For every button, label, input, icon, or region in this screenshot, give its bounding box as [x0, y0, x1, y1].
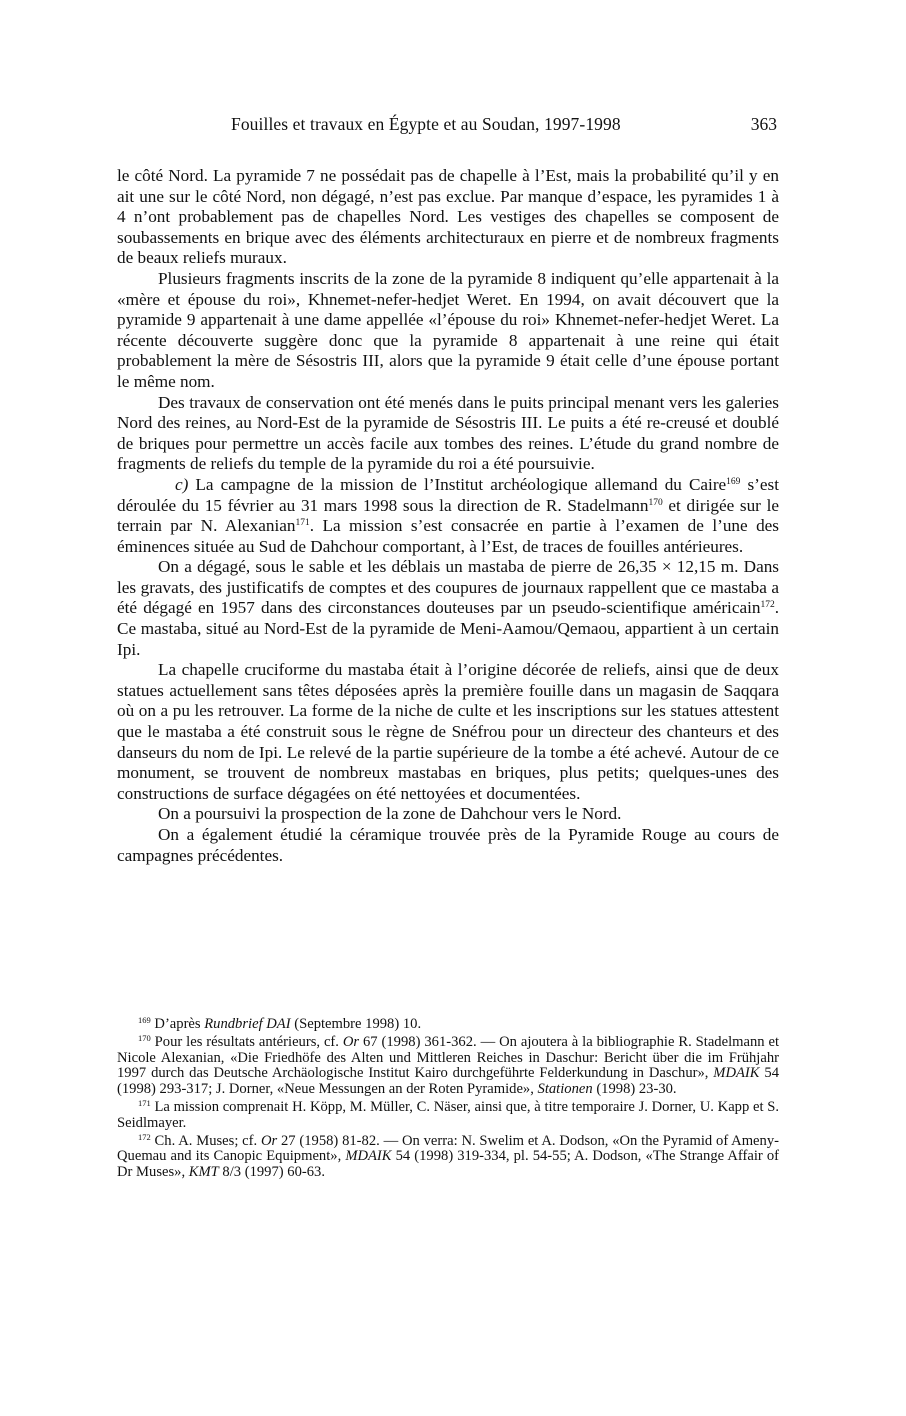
paragraph: La chapelle cruciforme du mastaba était à l’origine décorée de reliefs, ainsi que de deux statues actuellement sans têtes déposées après la première fouille dans un magasin de Saqqara où on a pu les retrouver. La forme de la niche de culte et les inscriptions sur les statues attestent que le mastaba a été construit sous le règne de Snéfrou pour un directeur des chanteurs et des danseurs du nom de Ipi. Le relevé de la partie supérieure de la tombe a été achevé. Autour de ce monument, se trouvent de nombreux mastabas en briques, plus petits; quelques-unes des constructions de surface dégagées on été nettoyées et documentées. [117, 660, 779, 803]
paragraph [117, 475, 779, 557]
text-segment: On a dégagé, sous le sable et les déblais un mastaba de pierre de 26,35 × 12,15 m. Dans les gravats, des justificatifs de comptes et des coupures de journaux rappellent que ce mastaba a été dégagé en 1957 dans des circonstances douteuses par un pseudo-scientifique américain [117, 557, 779, 618]
italic-title: Or [342, 1033, 360, 1050]
paragraph: Des travaux de conservation ont été menés dans le puits principal menant vers les galeries Nord des reines, au Nord-Est de la pyramide de Sésostris III. Le puits a été re-creusé et doublé de briques pour permettre un accès facile aux tombes des reines. L’étude du grand nombre de fragments de reliefs du temple de la pyramide du roi a été poursuivie. [117, 392, 779, 474]
footnote-number: 171 [138, 1097, 151, 1108]
text-segment: 54 (1998) 293-317; J. Dorner, «Neue Messungen an der Roten Pyramide», [117, 1065, 779, 1098]
italic-title: MDAIK [713, 1065, 760, 1082]
main-text [117, 166, 779, 866]
running-header [117, 114, 781, 138]
text-segment: La mission comprenait H. Köpp, M. Müller, C. Näser, ainsi que, à titre temporaire J. Dorner, U. Kapp et S. Seidlmayer. [117, 1098, 779, 1131]
paragraph: On a poursuivi la prospection de la zone de Dahchour vers le Nord. [158, 804, 622, 824]
paragraph: le côté Nord. La pyramide 7 ne possédait pas de chapelle à l’Est, mais la probabilité qu’il y en ait une sur le côté Nord, non dégagé, n’est pas exclue. Par manque d’espace, les pyramides 1 à 4 n’ont probablement pas de chapelles Nord. Les vestiges des chapelles se composent de soubassements en brique avec des éléments architecturaux en pierre et de nombreux fragments de beaux reliefs muraux. [117, 166, 779, 268]
italic-title: Or [260, 1132, 278, 1149]
italic-title: MDAIK [345, 1148, 392, 1165]
text-segment: 27 (1958) 81-82. — On verra: N. Swelim et A. Dodson, «On the Pyramid of Ameny-Quemau and its Canopic Equipment», [117, 1132, 779, 1165]
footnote-ref[interactable]: 171 [295, 518, 310, 529]
text-segment: . Ce mastaba, situé au Nord-Est de la pyramide de Meni-Aamou/Qemaou, appartient à un certain Ipi. [117, 598, 779, 659]
italic-title: Stationen [537, 1081, 593, 1098]
section-label: c) [175, 474, 189, 494]
text-segment: La campagne de la mission de l’Institut archéologique allemand du Caire [188, 474, 727, 494]
text-segment: (Septembre 1998) 10. [290, 1016, 422, 1032]
paragraph: On a également étudié la céramique trouvée près de la Pyramide Rouge au cours de campagnes précédentes. [117, 825, 779, 865]
footnote-number: 172 [138, 1131, 151, 1142]
footnote [117, 1131, 780, 1181]
footnote-ref[interactable]: 172 [760, 600, 775, 611]
text-segment: 8/3 (1997) 60-63. [218, 1164, 325, 1181]
footnote-number: 170 [138, 1032, 151, 1043]
page-number: 363 [750, 114, 777, 134]
text-segment: Ch. A. Muses; cf. [150, 1132, 261, 1149]
text-segment: D’après [150, 1016, 205, 1032]
italic-title: KMT [188, 1164, 219, 1181]
footnote-ref[interactable]: 169 [726, 476, 741, 487]
footnote [117, 1097, 779, 1132]
paragraph: Plusieurs fragments inscrits de la zone de la pyramide 8 indiquent qu’elle appartenait à la «mère et épouse du roi», Khnemet-nefer-hedjet Weret. En 1994, on avait découvert que la pyramide 9 appartenait à une dame appellée «l’épouse du roi» Khnemet-nefer-hedjet Weret. La récente découverte suggère donc que la pyramide 8 appartenait à une reine qui était probablement la mère de Sésostris III, alors que la pyramide 9 était celle d’une épouse portant le même nom. [117, 268, 779, 391]
paragraph [117, 557, 779, 660]
text-segment: Pour les résultats antérieurs, cf. [150, 1033, 343, 1050]
text-segment: 67 (1998) 361-362. — On ajoutera à la bibliographie R. Stadelmann et Nicole Alexanian, «Die Friedhöfe des Alten und Mittleren Reiches in Daschur: Bericht über die im Frühjahr 1997 durch das Deutsche Archäologische Institut Kairo durchgeführte Felderkundung in Daschur», [117, 1033, 779, 1082]
text-segment: . La mission s’est consacrée en partie à l’examen de l’une des éminences située au Sud de Dahchour comportant, à l’Est, de traces de fouilles antérieures. [117, 516, 779, 556]
running-title: Fouilles et travaux en Égypte et au Soudan, 1997-1998 [231, 114, 621, 134]
footnote [117, 1032, 779, 1098]
text-segment: s’est déroulée du 15 février au 31 mars 1998 sous la direction de R. Stadelmann [117, 474, 779, 515]
text-segment: et dirigée sur le terrain par N. Alexanian [117, 495, 779, 536]
footnotes [117, 1017, 779, 1181]
footnote [117, 1017, 779, 1033]
text-segment: (1998) 23-30. [592, 1081, 677, 1098]
footnote-number: 169 [138, 1015, 151, 1025]
footnote-ref[interactable]: 170 [648, 497, 663, 508]
text-segment: 54 (1998) 319-334, pl. 54-55; A. Dodson, «The Strange Affair of Dr Muses», [117, 1148, 780, 1181]
italic-title: Rundbrief DAI [204, 1016, 291, 1032]
